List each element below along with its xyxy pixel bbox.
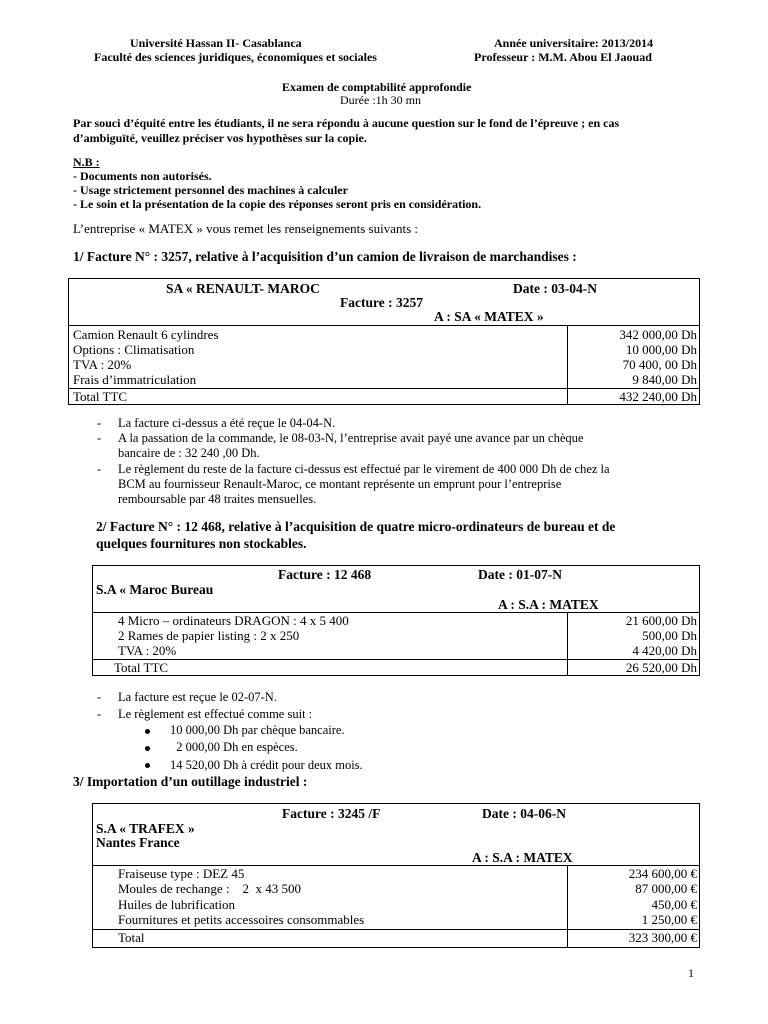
row-amount: 10 000,00 Dh: [625, 342, 697, 357]
row-amount: 234 600,00 €: [628, 866, 697, 881]
row-label: Camion Renault 6 cylindres: [73, 327, 219, 342]
row-label: Frais d’immatriculation: [73, 372, 197, 387]
total-label: Total TTC: [114, 660, 169, 675]
professor-name: Professeur : M.M. Abou El Jaouad: [474, 50, 652, 64]
university-name: Université Hassan II- Casablanca: [130, 36, 302, 50]
row-amount: 1 250,00 €: [641, 912, 697, 927]
payment-item: 2 000,00 Dh en espèces.: [170, 740, 298, 754]
row-label: TVA : 20%: [118, 643, 177, 658]
exam-title: Examen de comptabilité approfondie: [282, 80, 472, 94]
exam-duration: Durée :1h 30 mn: [340, 93, 421, 107]
total-amount: 323 300,00 €: [628, 930, 697, 945]
invoice-number: Facture : 12 468: [278, 567, 372, 582]
invoice-number: Facture : 3245 /F: [282, 806, 381, 821]
invoice-date: Date : 03-04-N: [513, 281, 597, 296]
nb-item: - Le soin et la présentation de la copie des réponses seront pris en considération.: [73, 197, 482, 211]
note: Le règlement est effectué comme suit :: [118, 707, 313, 721]
academic-year: Année universitaire: 2013/2014: [494, 36, 654, 50]
row-amount: 87 000,00 €: [635, 881, 697, 896]
row-label: Moules de rechange : 2 x 43 500: [118, 881, 302, 896]
note: Le règlement du reste de la facture ci-dessus est effectué par le virement de 400 000 Dh de chez la: [118, 462, 610, 476]
invoice-supplier: SA « RENAULT- MAROC: [166, 281, 320, 296]
note: A la passation de la commande, le 08-03-N, l’entreprise avait payé une avance par un chèque: [118, 431, 584, 445]
invoice-number: Facture : 3257: [340, 295, 423, 310]
row-label: Options : Climatisation: [73, 342, 195, 357]
invoice-supplier: S.A « TRAFEX »: [96, 821, 195, 836]
total-amount: 26 520,00 Dh: [625, 660, 697, 675]
section2-title: 2/ Facture N° : 12 468, relative à l’acquisition de quatre micro-ordinateurs de bureau et de: [96, 519, 616, 534]
note: bancaire de : 32 240 ,00 Dh.: [118, 446, 260, 460]
intro-text: L’entreprise « MATEX » vous remet les renseignements suivants :: [73, 221, 419, 236]
row-amount: 70 400, 00 Dh: [622, 357, 697, 372]
nb-item: - Usage strictement personnel des machines à calculer: [73, 183, 348, 197]
section2-title-cont: quelques fournitures non stockables.: [96, 536, 307, 551]
note: La facture est reçue le 02-07-N.: [118, 690, 277, 704]
total-label: Total TTC: [73, 389, 128, 404]
page-number: 1: [688, 966, 694, 980]
total-label: Total: [118, 930, 145, 945]
supplier-location: Nantes France: [96, 835, 180, 850]
row-label: 2 Rames de papier listing : 2 x 250: [118, 628, 300, 643]
row-amount: 21 600,00 Dh: [625, 613, 697, 628]
row-label: Huiles de lubrification: [118, 897, 235, 912]
payment-item: 14 520,00 Dh à crédit pour deux mois.: [170, 758, 363, 772]
notice-line-2: d’ambiguïté, veuillez préciser vos hypothèses sur la copie.: [73, 131, 367, 145]
row-label: TVA : 20%: [73, 357, 132, 372]
row-amount: 342 000,00 Dh: [619, 327, 697, 342]
section3-title: 3/ Importation d’un outillage industriel :: [73, 774, 308, 789]
invoice-client: A : S.A : MATEX: [498, 597, 599, 612]
row-amount: 500,00 Dh: [642, 628, 697, 643]
nb-title: N.B :: [73, 155, 100, 169]
invoice-client: A : SA « MATEX »: [434, 309, 544, 324]
row-amount: 450,00 €: [651, 897, 697, 912]
invoice-supplier: S.A « Maroc Bureau: [96, 582, 214, 597]
notice-line-1: Par souci d’équité entre les étudiants, il ne sera répondu à aucune question sur le fond de l’épreuve ; en cas: [73, 116, 620, 130]
total-amount: 432 240,00 Dh: [619, 389, 697, 404]
invoice-client: A : S.A : MATEX: [472, 850, 573, 865]
row-amount: 9 840,00 Dh: [632, 372, 697, 387]
note: La facture ci-dessus a été reçue le 04-04-N.: [118, 416, 336, 430]
row-label: Fraiseuse type : DEZ 45: [118, 866, 245, 881]
note: remboursable par 48 traites mensuelles.: [118, 492, 317, 506]
nb-item: - Documents non autorisés.: [73, 169, 212, 183]
section1-title: 1/ Facture N° : 3257, relative à l’acquisition d’un camion de livraison de marchandises :: [73, 249, 577, 264]
payment-item: 10 000,00 Dh par chèque bancaire.: [170, 723, 345, 737]
faculty-name: Faculté des sciences juridiques, économiques et sociales: [94, 50, 377, 64]
invoice-date: Date : 01-07-N: [478, 567, 562, 582]
row-amount: 4 420,00 Dh: [632, 643, 697, 658]
row-label: 4 Micro – ordinateurs DRAGON : 4 x 5 400: [118, 613, 349, 628]
row-label: Fournitures et petits accessoires consommables: [118, 912, 365, 927]
note: BCM au fournisseur Renault-Maroc, ce montant représente un emprunt pour l’entreprise: [118, 477, 562, 491]
invoice-date: Date : 04-06-N: [482, 806, 566, 821]
